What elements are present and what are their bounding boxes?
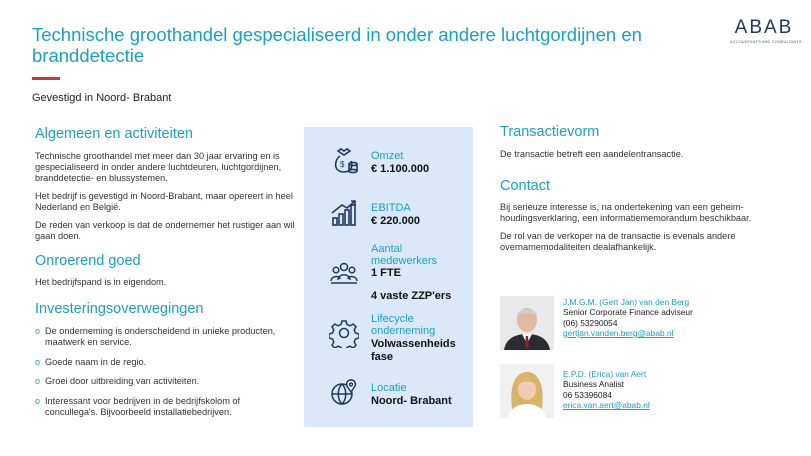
contact-phone: 06 53396084 <box>563 389 612 400</box>
real-estate-text: Het bedrijfspand is in eigendom. <box>35 277 167 287</box>
logo-tagline: ACCOUNTANTS AND CONSULTANTS <box>730 40 802 44</box>
contact-name: J.M.G.M. (Gert Jan) van den Berg <box>563 297 690 307</box>
contact-role: Senior Corporate Finance adviseur <box>563 307 693 317</box>
list-item: o De onderneming is onderscheidend in unieke producten, maatwerk en service. <box>35 326 276 347</box>
heading-general: Algemeen en activiteiten <box>35 126 193 142</box>
investment-list <box>35 326 285 426</box>
contact-card-1 <box>563 297 803 339</box>
contact-email-link[interactable]: erica.van.aert@abab.nl <box>563 400 650 410</box>
kpi-label-revenue: Omzet <box>371 150 404 162</box>
globe-pin-icon <box>329 378 359 408</box>
heading-contact: Contact <box>500 178 550 194</box>
bullet-icon: o <box>35 395 41 406</box>
contact-role: Business Analist <box>563 379 624 389</box>
kpi-label-lifecycle: Lifecycle onderneming <box>371 313 436 337</box>
avatar-gert-jan <box>500 296 554 350</box>
contact-paragraph-1: Bij serieuze interesse is, na ondertekening van een geheim-houdingsverklaring, een informatiememorandum beschikbaar. <box>500 202 752 223</box>
contact-text <box>500 202 790 253</box>
kpi-value-ebitda: € 220.000 <box>371 215 420 227</box>
kpi-value-employees: 1 FTE <box>371 267 401 279</box>
heading-real-estate: Onroerend goed <box>35 253 141 269</box>
svg-text:$: $ <box>340 160 345 169</box>
logo-wordmark: ABAB <box>734 17 794 38</box>
kpi-label-location: Locatie <box>371 382 407 394</box>
kpi-value-freelancers: 4 vaste ZZP'ers <box>371 290 452 302</box>
general-text <box>35 151 295 242</box>
bullet-icon: o <box>35 356 41 367</box>
contact-paragraph-2: De rol van de verkoper na de transactie is evenals andere overnamemodaliteiten dealafhankelijk. <box>500 231 736 252</box>
general-paragraph-2: Het bedrijf is gevestigd in Noord-Brabant, maar opereert in heel Nederland en België. <box>35 191 293 212</box>
abab-logo <box>730 17 802 44</box>
heading-investment: Investeringsoverwegingen <box>35 301 204 317</box>
page-title: Technische groothandel gespecialiseerd in onder andere luchtgordijnen en branddetectie <box>32 24 642 66</box>
list-item: o Interessant voor bedrijven in de bedrijfskolom of concullega's. Bijvoorbeeld installatiebedrijven. <box>35 395 241 417</box>
transaction-text: De transactie betreft een aandelentransactie. <box>500 149 684 159</box>
page-subtitle: Gevestigd in Noord- Brabant <box>32 92 172 104</box>
list-item: o Groei door uitbreiding van activiteiten. <box>35 376 200 386</box>
bar-chart-growth-icon <box>329 198 359 228</box>
money-bag-icon <box>329 146 359 176</box>
kpi-value-revenue: € 1.100.000 <box>371 163 430 175</box>
heading-transaction: Transactievorm <box>500 124 600 140</box>
bullet-icon: o <box>35 326 41 336</box>
kpi-label-ebitda: EBITDA <box>371 202 411 214</box>
general-paragraph-1: Technische groothandel met meer dan 30 jaar ervaring en is gespecialiseerd in onder andere luchtdeuren, luchtgordijnen, branddetectie- en blussystemen. <box>35 151 282 183</box>
contact-email-link[interactable]: gertjan.vanden.berg@abab.nl <box>563 328 674 338</box>
kpi-label-employees: Aantal medewerkers <box>371 243 438 267</box>
kpi-value-lifecycle: Volwassenheids fase <box>371 338 456 363</box>
bullet-icon: o <box>35 376 41 386</box>
accent-rule <box>32 77 60 80</box>
general-paragraph-3: De reden van verkoop is dat de ondernemer het rustiger aan wil gaan doen. <box>35 220 295 241</box>
list-item: o Goede naam in de regio. <box>35 356 147 367</box>
team-icon <box>329 258 359 288</box>
contact-phone: (06) 53290054 <box>563 317 618 328</box>
gear-icon <box>329 318 359 348</box>
kpi-value-location: Noord- Brabant <box>371 395 452 407</box>
contact-name: E.P.D. (Erica) van Aert <box>563 369 647 379</box>
avatar-erica <box>500 364 554 418</box>
contact-card-2 <box>563 369 803 411</box>
